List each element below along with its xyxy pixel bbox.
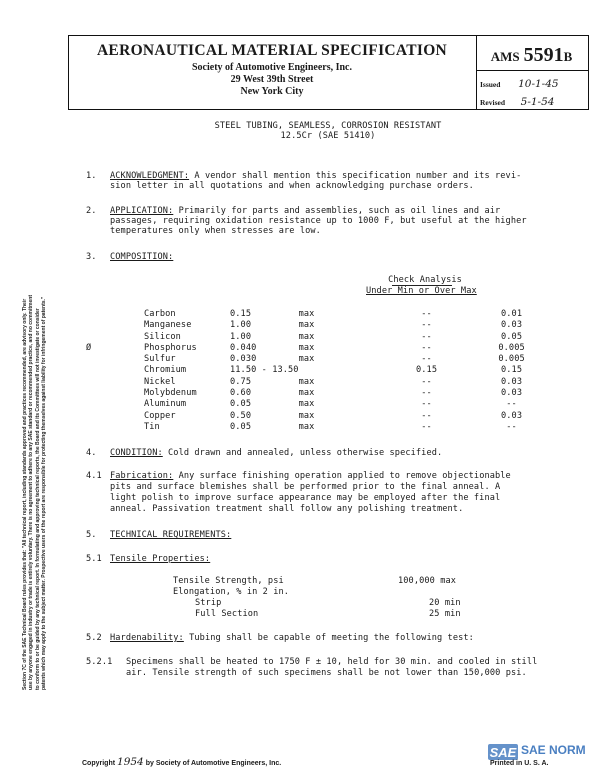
issued-label: Issued (480, 80, 501, 89)
element-value: 0.15 (230, 309, 252, 319)
section-3-heading: COMPOSITION: (110, 252, 174, 262)
row-mark (86, 422, 144, 433)
section-2 (110, 206, 590, 216)
check-analysis-subtitle: Under Min or Over Max (366, 286, 477, 296)
element-name: Chromium (144, 365, 187, 376)
element-limit: max (298, 331, 315, 342)
tensile-strength-label: Tensile Strength, psi (173, 576, 284, 586)
doc-title-line1: STEEL TUBING, SEAMLESS, CORROSION RESISTANT (214, 121, 442, 131)
section-5-heading: TECHNICAL REQUIREMENTS: (110, 530, 232, 540)
check-under-min: -- (421, 342, 432, 353)
section-3-number: 3. (86, 252, 97, 262)
elongation-label: Elongation, % in 2 in. (173, 587, 290, 597)
row-mark (86, 388, 144, 399)
element-limit: max (298, 421, 315, 432)
element-name: Phosphorus (144, 342, 197, 353)
copyright-year: 1954 (117, 756, 144, 768)
check-under-min: -- (421, 376, 432, 387)
check-under-min: -- (421, 399, 432, 410)
element-limit: max (298, 410, 315, 421)
side-notice-line: to conform to or be guided by any technical report. In formulating and approving technical reports, the Board and its Committees will not investigate or consider (34, 308, 41, 690)
element-name: Nickel (144, 376, 176, 387)
composition-row (86, 343, 547, 354)
strip-value: 20 min (429, 598, 461, 608)
element-value: 1.00 (230, 320, 252, 331)
check-under-min: -- (421, 320, 432, 331)
full-section-label: Full Section (195, 609, 259, 619)
element-limit: max (298, 354, 315, 365)
check-analysis-title: Check Analysis (388, 275, 462, 285)
element-limit: max (298, 309, 315, 319)
row-mark (86, 399, 144, 410)
section-5-2-1-line1: Specimens shall be heated to 1750 F ± 10, held for 30 min. and cooled in still (126, 657, 538, 667)
check-under-min: 0.15 (416, 365, 438, 376)
composition-row (86, 309, 547, 320)
side-notice-line: use by anyone engaged in industry or trade is entirely voluntary. There is no agreement to adhere to any SAE standard or recommended practice, and no commitment (28, 294, 35, 690)
element-name: Manganese (144, 320, 192, 331)
row-mark (86, 354, 144, 365)
section-2-line1: Primarily for parts and assemblies, such as oil lines and air (178, 206, 501, 216)
element-limit: max (298, 376, 315, 387)
section-1-line2: sion letter in all quotations and when acknowledging purchase orders. (110, 181, 474, 191)
element-name: Carbon (144, 309, 176, 319)
row-mark (86, 377, 144, 388)
side-notice-line: patents which may apply to the subject matter. Prospective users of the report are responsible for protecting themselves against liability for infringement of patents." (40, 296, 47, 690)
check-over-max: 0.03 (501, 410, 523, 421)
composition-row (86, 422, 547, 433)
element-limit (299, 365, 377, 376)
composition-row (86, 377, 547, 388)
section-4-heading: CONDITION: (110, 448, 163, 458)
composition-row (86, 365, 547, 376)
element-value: 1.00 (230, 331, 252, 342)
check-over-max: 0.005 (498, 342, 525, 353)
row-mark: Ø (86, 342, 92, 353)
society-name: Society of Automotive Engineers, Inc. (192, 62, 352, 73)
section-2-line3: temperatures only when stresses are low. (110, 226, 321, 236)
composition-row (86, 411, 547, 422)
element-value: 0.05 (230, 421, 252, 432)
check-under-min: -- (421, 309, 432, 319)
check-under-min: -- (421, 410, 432, 421)
section-5-2 (110, 633, 590, 643)
check-over-max: 0.03 (501, 388, 523, 399)
check-under-min: -- (421, 421, 432, 432)
section-5-1-heading: Tensile Properties: (110, 554, 211, 564)
side-notice-line: Section 7C of the SAE Technical Board rules provides that: "All technical report, including standards approved and practices recommended, are advisory only. Their (22, 298, 28, 690)
element-name: Copper (144, 410, 176, 421)
row-mark (86, 332, 144, 343)
element-name: Aluminum (144, 399, 187, 410)
row-mark (86, 320, 144, 331)
composition-table (86, 309, 547, 433)
section-1-line1: A vendor shall mention this specification number and its revi- (194, 171, 522, 181)
composition-row (86, 332, 547, 343)
ams-prefix: AMS (490, 49, 520, 64)
copyright-label: Copyright (82, 760, 116, 767)
ams-suffix: B (563, 49, 573, 64)
revised-row (480, 90, 554, 109)
section-4-1-line2: pits and surface blemishes shall be performed prior to the final anneal. A (110, 482, 501, 492)
composition-row (86, 399, 547, 410)
section-4-1-heading: Fabrication: (110, 471, 174, 481)
svg-text:SAE: SAE (489, 745, 517, 760)
element-limit: max (298, 342, 315, 353)
element-value: 0.60 (230, 388, 252, 399)
element-limit: max (298, 388, 315, 399)
element-value: 11.50 - 13.50 (230, 365, 299, 376)
row-mark (86, 365, 144, 376)
element-value: 0.50 (230, 410, 252, 421)
element-value: 0.75 (230, 376, 252, 387)
revised-label: Revised (480, 98, 505, 107)
check-under-min: -- (421, 354, 432, 365)
section-4-text: Cold drawn and annealed, unless otherwise specified. (168, 448, 443, 458)
check-under-min: -- (421, 388, 432, 399)
section-4-1-number: 4.1 (86, 471, 102, 481)
section-5-2-text: Tubing shall be capable of meeting the following test: (189, 633, 474, 643)
row-mark (86, 411, 144, 422)
element-limit: max (298, 320, 315, 331)
element-value: 0.05 (230, 399, 252, 410)
section-5-2-number: 5.2 (86, 633, 102, 643)
doc-title-line2: 12.5Cr (SAE 51410) (280, 131, 376, 141)
printed-in-usa: Printed in U. S. A. (490, 760, 549, 767)
section-5-2-heading: Hardenability: (110, 633, 184, 643)
section-4-1-line1: Any surface finishing operation applied to remove objectionable (178, 471, 511, 481)
spec-title: AERONAUTICAL MATERIAL SPECIFICATION (96, 42, 448, 59)
society-street: 29 West 39th Street (230, 74, 314, 85)
section-2-number: 2. (86, 206, 97, 216)
section-1 (110, 171, 590, 181)
tensile-strength-value: 100,000 max (398, 576, 457, 586)
issued-date: 10-1-45 (518, 78, 559, 90)
section-1-number: 1. (86, 171, 97, 181)
section-4-1 (110, 471, 595, 481)
issued-row (480, 72, 559, 91)
ams-number-value: 5591 (523, 44, 564, 66)
section-5-number: 5. (86, 530, 97, 540)
element-name: Molybdenum (144, 388, 197, 399)
copyright-notice (82, 756, 281, 768)
check-over-max: 0.05 (501, 331, 523, 342)
check-over-max: 0.01 (501, 309, 523, 319)
ams-number (476, 44, 587, 67)
composition-row (86, 354, 547, 365)
section-4-1-line3: light polish to improve surface appearance may be employed after the final (110, 493, 501, 503)
full-section-value: 25 min (429, 609, 461, 619)
composition-row (86, 320, 547, 331)
element-limit: max (298, 399, 315, 410)
section-4-number: 4. (86, 448, 97, 458)
element-name: Silicon (144, 331, 181, 342)
composition-row (86, 388, 547, 399)
section-1-heading: ACKNOWLEDGMENT: (110, 171, 190, 181)
section-5-1-number: 5.1 (86, 554, 102, 564)
check-under-min: -- (421, 331, 432, 342)
element-name: Sulfur (144, 354, 176, 365)
revised-date: 5-1-54 (520, 96, 555, 108)
element-name: Tin (144, 421, 160, 432)
society-city: New York City (240, 86, 304, 97)
side-legal-notice (22, 90, 62, 690)
logo-text: SAE NORM (521, 743, 586, 757)
check-over-max: -- (506, 421, 517, 432)
section-2-line2: passages, requiring oxidation resistance up to 1000 F, but useful at the higher (110, 216, 527, 226)
section-5-2-1-line2: air. Tensile strength of such specimens shall be not lower than 150,000 psi. (126, 668, 527, 678)
row-mark (86, 309, 144, 320)
element-value: 0.030 (230, 354, 257, 365)
element-value: 0.040 (230, 342, 257, 353)
section-5-2-1-number: 5.2.1 (86, 657, 113, 667)
section-4 (110, 448, 590, 458)
check-over-max: 0.005 (498, 354, 525, 365)
check-over-max: 0.03 (501, 376, 523, 387)
check-over-max: 0.15 (501, 365, 523, 376)
check-over-max: 0.03 (501, 320, 523, 331)
copyright-owner: by Society of Automotive Engineers, Inc. (145, 760, 282, 767)
section-2-heading: APPLICATION: (110, 206, 174, 216)
strip-label: Strip (195, 598, 222, 608)
section-4-1-line4: anneal. Passivation treatment shall follow any polishing treatment. (110, 504, 464, 514)
check-over-max: -- (506, 399, 517, 410)
